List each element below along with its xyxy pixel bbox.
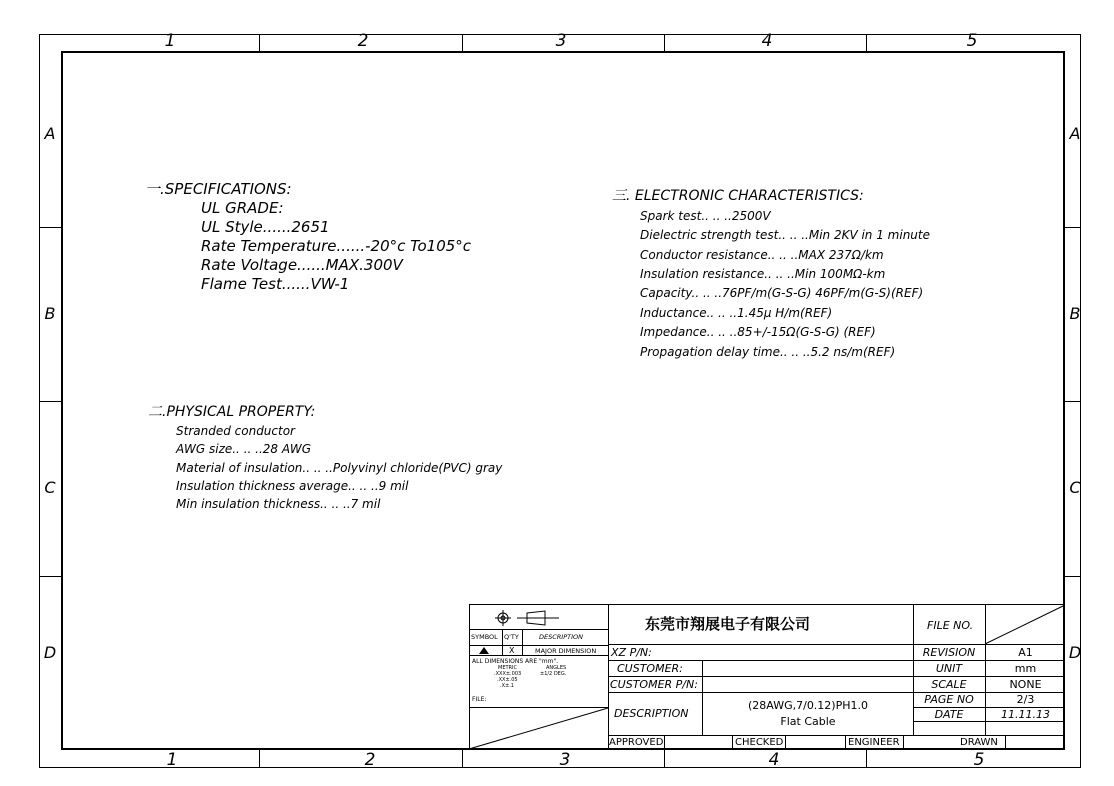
electronic-line: Insulation resistance.. .. ..Min 100MΩ-km <box>640 267 886 281</box>
physical-line: Material of insulation.. .. ..Polyvinyl chloride(PVC) gray <box>176 461 503 475</box>
scale-value: NONE <box>1009 678 1042 691</box>
zone-col-label: 1 <box>164 31 176 51</box>
spec-line: UL GRADE: <box>201 199 284 217</box>
revision-label: REVISION <box>922 646 976 659</box>
zone-row-label: D <box>43 643 57 662</box>
triangle-icon <box>478 646 490 655</box>
specifications-heading: 一.SPECIFICATIONS: <box>145 180 292 198</box>
physical-line: Stranded conductor <box>176 424 295 438</box>
tolerance-2dec: .XX±.05 <box>497 677 518 683</box>
metric-label: METRIC <box>498 665 517 671</box>
customer-label: CUSTOMER: <box>617 662 683 675</box>
spec-line: UL Style......2651 <box>201 218 330 236</box>
x-mark: X <box>509 646 515 655</box>
company-name: 东莞市翔展电子有限公司 <box>645 615 811 633</box>
spec-line: Rate Voltage......MAX.300V <box>201 256 403 274</box>
spec-line: Rate Temperature......-20°c To105°c <box>201 237 472 255</box>
zone-col-label: 3 <box>559 750 571 770</box>
angle-tolerance: ±1/2 DEG. <box>540 671 567 677</box>
page-no-label: PAGE NO <box>924 693 974 706</box>
spec-line: Flame Test......VW-1 <box>201 275 350 293</box>
zone-col-label: 3 <box>555 31 567 51</box>
zone-row-label: D <box>1068 643 1082 662</box>
page-no-value: 2/3 <box>1016 693 1035 706</box>
zone-row-label: B <box>44 304 56 323</box>
drawn-label: DRAWN <box>960 737 998 748</box>
file-no-label: FILE NO. <box>927 619 974 632</box>
unit-value: mm <box>1014 662 1037 675</box>
zone-col-label: 2 <box>364 750 376 770</box>
zone-row-label: C <box>44 478 56 497</box>
engineer-label: ENGINEER <box>848 737 900 748</box>
qty-header: Q'TY <box>504 633 519 641</box>
electronic-line: Dielectric strength test.. .. ..Min 2KV in 1 minute <box>640 228 930 242</box>
electronic-line: Inductance.. .. ..1.45μ H/m(REF) <box>640 306 833 320</box>
revision-value: A1 <box>1018 646 1033 659</box>
zone-col-label: 1 <box>166 750 178 770</box>
description-label: DESCRIPTION <box>614 707 689 720</box>
zone-row-label: C <box>1069 478 1081 497</box>
zone-col-label: 2 <box>357 31 369 51</box>
description-header: DESCRIPTION <box>539 633 583 641</box>
physical-line: Insulation thickness average.. .. ..9 mil <box>176 479 409 493</box>
zone-row-label: A <box>1069 124 1081 143</box>
physical-line: Min insulation thickness.. .. ..7 mil <box>176 497 381 511</box>
tolerance-3dec: .XXX±.003 <box>494 671 522 677</box>
major-dimension: MAJOR DIMENSION <box>535 647 597 655</box>
zone-col-label: 5 <box>966 31 978 51</box>
zone-row-label: A <box>44 124 56 143</box>
zone-row-label: B <box>1069 304 1081 323</box>
checked-label: CHECKED <box>735 737 784 748</box>
zone-col-label: 4 <box>761 31 773 51</box>
electronic-line: Conductor resistance.. .. ..MAX 237Ω/km <box>640 248 884 262</box>
date-label: DATE <box>934 708 964 721</box>
file-label: FILE: <box>472 696 487 703</box>
description-line-2: Flat Cable <box>780 715 836 728</box>
description-line-1: (28AWG,7/0.12)PH1.0 <box>748 699 868 712</box>
unit-label: UNIT <box>935 662 963 675</box>
angles-label: ANGLES <box>546 665 567 671</box>
symbol-header: SYMBOL <box>471 633 498 641</box>
physical-line: AWG size.. .. ..28 AWG <box>176 442 312 456</box>
physical-property-heading: 二.PHYSICAL PROPERTY: <box>148 404 316 420</box>
electronic-line: Spark test.. .. ..2500V <box>640 209 771 223</box>
zone-col-label: 5 <box>973 750 985 770</box>
electronic-line: Capacity.. .. ..76PF/m(G-S-G) 46PF/m(G-S)(REF) <box>640 286 924 300</box>
date-value: 11.11.13 <box>1001 708 1050 721</box>
dimension-units-note: ALL DIMENSIONS ARE "mm". <box>472 658 559 665</box>
electronic-line: Impedance.. .. ..85+/-15Ω(G-S-G) (REF) <box>640 325 876 339</box>
tolerance-1dec: .X±.1 <box>500 683 514 689</box>
projection-symbol-icon <box>493 608 563 628</box>
xz-pn-label: XZ P/N: <box>611 646 652 659</box>
zone-col-label: 4 <box>768 750 780 770</box>
approved-label: APPROVED <box>609 737 664 748</box>
electronic-line: Propagation delay time.. .. ..5.2 ns/m(REF) <box>640 345 896 359</box>
scale-label: SCALE <box>931 678 967 691</box>
electronic-characteristics-heading: 三. ELECTRONIC CHARACTERISTICS: <box>612 188 864 204</box>
customer-pn-label: CUSTOMER P/N: <box>610 678 698 691</box>
